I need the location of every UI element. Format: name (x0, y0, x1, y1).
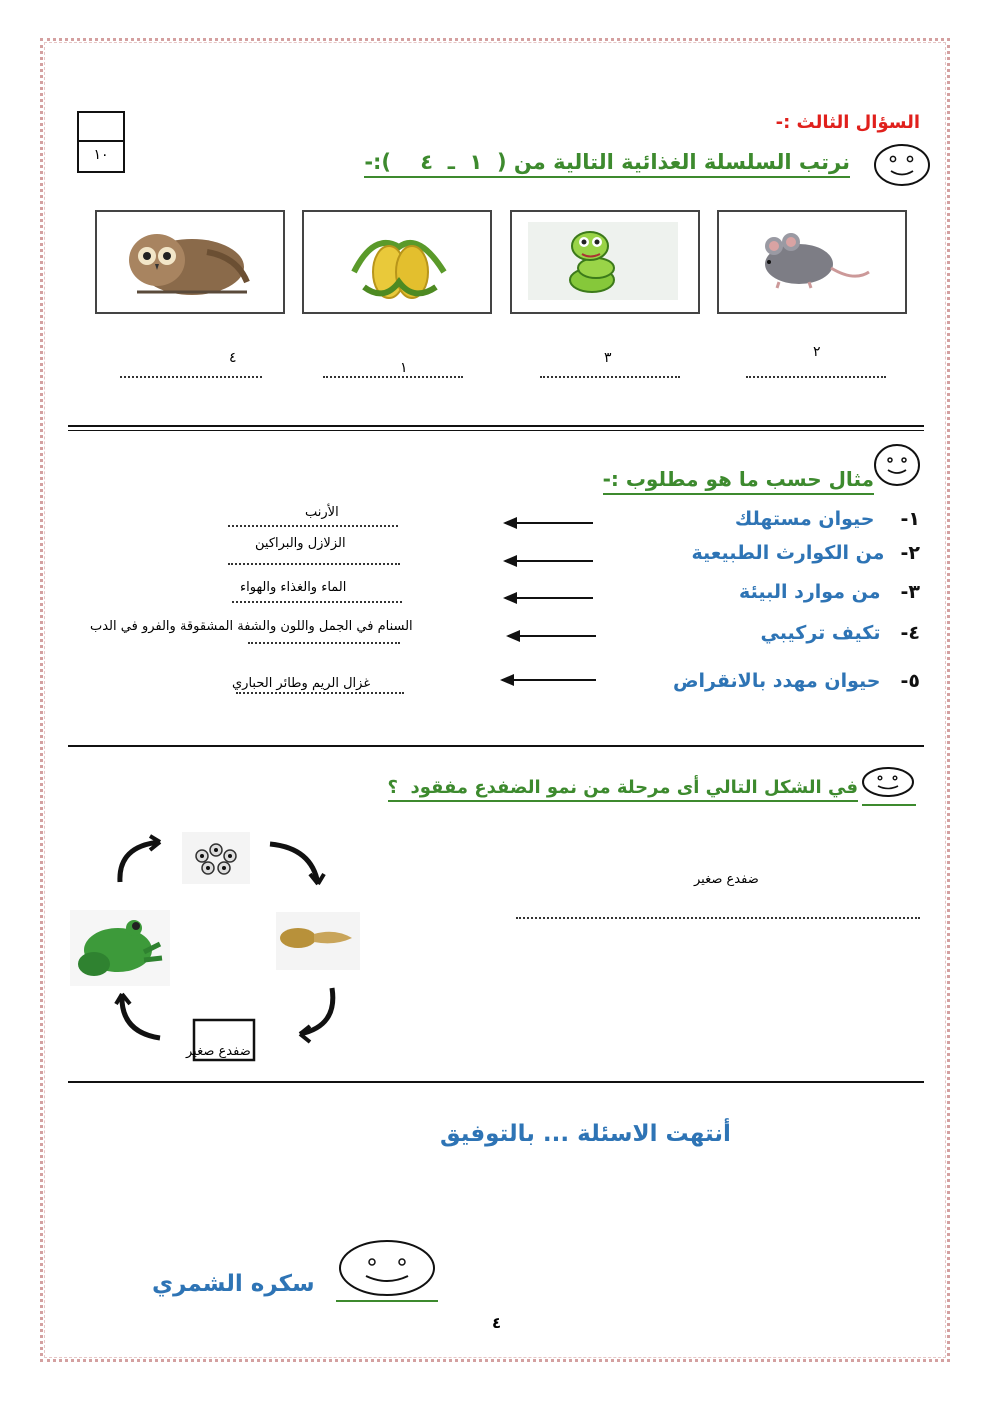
answer-line (248, 642, 400, 644)
owl (97, 212, 283, 312)
item-answer: الزلازل والبراكين (255, 536, 346, 551)
q3-answer-line (516, 917, 920, 919)
item-number: ٢- (900, 542, 920, 564)
underline (862, 804, 916, 806)
q1-answer-label: ٢ (813, 344, 821, 360)
q2-item (673, 670, 920, 692)
q2-item (692, 542, 920, 564)
q1-answer-label: ٤ (229, 350, 237, 366)
item-answer: غزال الريم وطائر الحباري (232, 676, 371, 691)
q2-item (739, 581, 920, 603)
teacher-name: سكره الشمري (152, 1271, 315, 1297)
smiley-icon (872, 142, 932, 188)
separator (68, 425, 924, 427)
score-value: ١٠ (93, 147, 109, 163)
item-label: من موارد البيئة (739, 581, 881, 603)
score-box (77, 111, 125, 173)
question-title: السؤال الثالث :- (775, 112, 920, 133)
q1-instruction: نرتب السلسلة الغذائية التالية من ( ١ ـ ٤ ):- (364, 150, 850, 178)
arrow-icon (505, 560, 593, 562)
separator (68, 430, 924, 431)
q1-answer-label: ١ (400, 360, 408, 376)
q2-item (735, 508, 920, 530)
q2-instruction: مثال حسب ما هو مطلوب :- (603, 467, 874, 495)
smiley-icon (872, 442, 922, 488)
underline (336, 1300, 438, 1302)
arrow-icon (502, 679, 596, 681)
q1-answer-line (746, 376, 886, 378)
mouse (719, 212, 905, 312)
item-number: ٣- (900, 581, 920, 603)
q2-item (761, 622, 920, 644)
item-label: من الكوارث الطبيعية (691, 542, 885, 564)
frog-life-cycle-diagram (60, 812, 380, 1072)
item-number: ١- (900, 508, 920, 530)
page-number: ٤ (492, 1314, 502, 1332)
item-number: ٥- (900, 670, 920, 692)
q1-answer-label: ٣ (604, 350, 612, 366)
snake (512, 212, 698, 312)
smiley-icon (336, 1238, 438, 1298)
arrow-icon (505, 597, 593, 599)
item-label: حيوان مهدد بالانقراض (672, 670, 881, 692)
arrow-icon (508, 635, 596, 637)
q3-answer: ضفدع صغير (694, 872, 759, 887)
q1-answer-line (120, 376, 262, 378)
answer-line (228, 525, 398, 527)
owl-image-box (95, 210, 285, 314)
answer-line (228, 563, 400, 565)
item-label: تكيف تركيبي (760, 622, 881, 644)
answer-line (232, 601, 402, 603)
corn-image-box (302, 210, 492, 314)
cycle-arrow-icon (300, 988, 333, 1034)
q1-answer-line (540, 376, 680, 378)
item-answer: الماء والغذاء والهواء (240, 580, 347, 595)
snake-image-box (510, 210, 700, 314)
item-answer: السنام في الجمل واللون والشفة المشقوقة والفرو في الدب (90, 619, 413, 634)
item-number: ٤- (900, 622, 920, 644)
q1-answer-line (323, 376, 463, 378)
item-answer: الأرنب (305, 505, 339, 520)
mouse-image-box (717, 210, 907, 314)
answer-line (236, 692, 404, 694)
smiley-icon (860, 764, 916, 800)
separator (68, 1081, 924, 1083)
corn (304, 212, 490, 312)
separator (68, 745, 924, 747)
arrow-icon (505, 522, 593, 524)
closing-message: أنتهت الاسئلة ... بالتوفيق (440, 1121, 731, 1147)
q3-instruction: في الشكل التالي أى مرحلة من نمو الضفدع مفقود ؟ (388, 777, 858, 802)
missing-stage-label: ضفدع صغير (186, 1044, 251, 1059)
item-label: حيوان مستهلك (734, 508, 875, 530)
